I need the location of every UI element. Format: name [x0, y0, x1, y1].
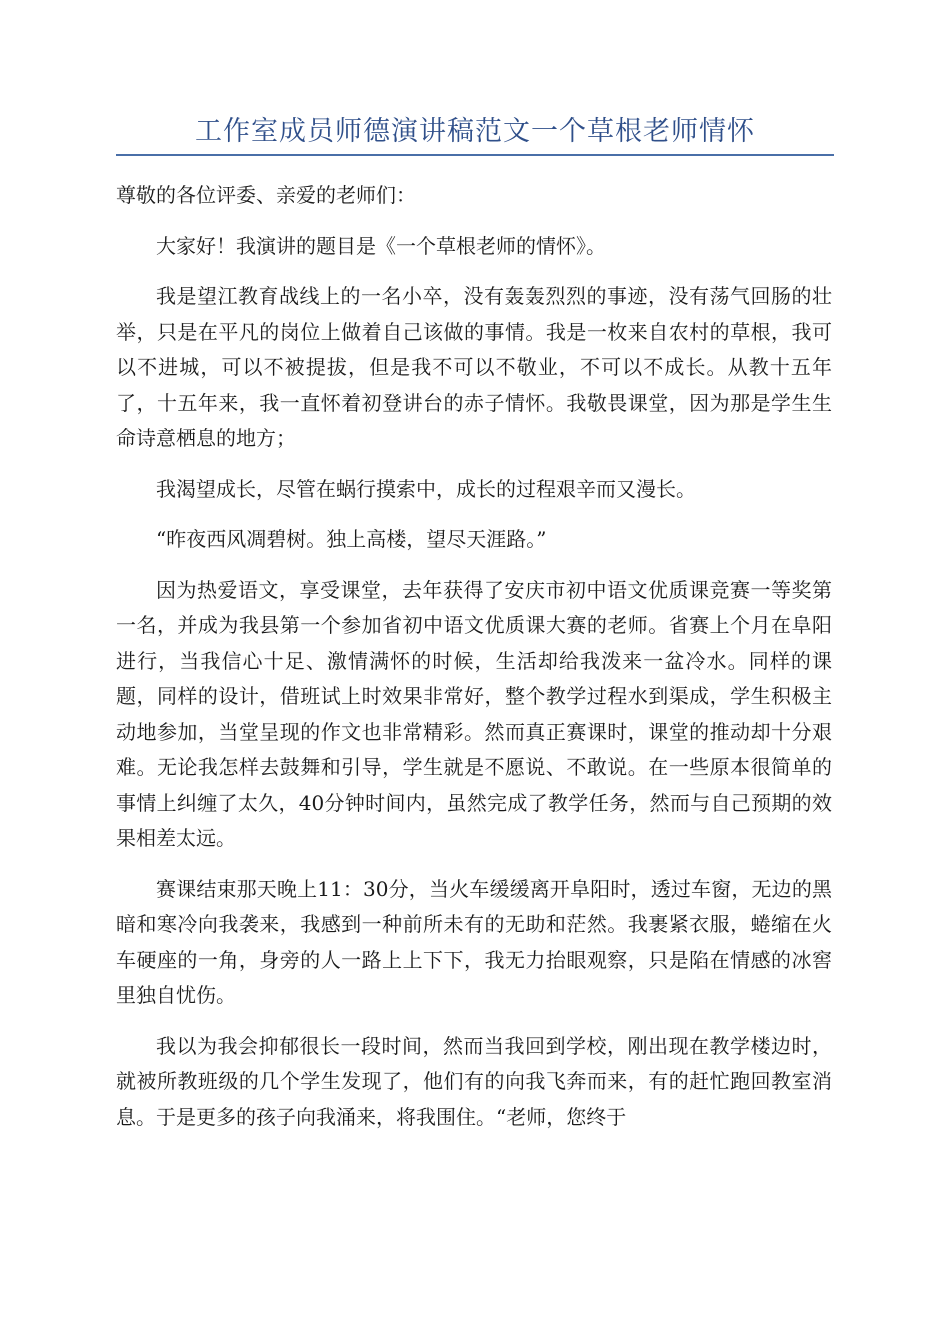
paragraph: 我渴望成长，尽管在蜗行摸索中，成长的过程艰辛而又漫长。 — [156, 476, 696, 501]
paragraph: “昨夜西风凋碧树。独上高楼，望尽天涯路。” — [156, 527, 547, 551]
title-underline — [116, 154, 834, 156]
document-title: 工作室成员师德演讲稿范文一个草根老师情怀 — [195, 116, 755, 147]
paragraph: 因为热爱语文，享受课堂，去年获得了安庆市初中语文优质课竞赛一等奖第一名，并成为我县第一个参加省初中语文优质课大赛的老师。省赛上个月在阜阳进行，当我信心十足、激情满怀的时候，生活却给我泼来一盆冷水。同样的课题，同样的设计，借班试上时效果非常好，整个教学过程水到渠成，学生积极主动地参加，当堂呈现的作文也非常精彩。然而真正赛课时，课堂的推动却十分艰难。无论我怎样去鼓舞和引导，学生就是不愿说、不敢说。在一些原本很简单的事情上纠缠了太久，40分钟时间内，虽然完成了教学任务，然而与自己预期的效果相差太远。 — [116, 577, 832, 850]
paragraph: 我以为我会抑郁很长一段时间，然而当我回到学校，刚出现在教学楼边时，就被所教班级的几个学生发现了，他们有的向我飞奔而来，有的赶忙跑回教室消息。于是更多的孩子向我涌来，将我围住。“老师，您终于 — [116, 1033, 832, 1129]
paragraph: 赛课结束那天晚上11：30分，当火车缓缓离开阜阳时，透过车窗，无边的黑暗和寒冷向我袭来，我感到一种前所未有的无助和茫然。我裹紧衣服，蜷缩在火车硬座的一角，身旁的人一路上上下下，我无力抬眼观察，只是陷在情感的冰窖里独自忧伤。 — [116, 876, 832, 1007]
document-body — [116, 178, 832, 1150]
salutation: 尊敬的各位评委、亲爱的老师们： — [116, 183, 416, 207]
paragraph: 大家好！我演讲的题目是《一个草根老师的情怀》。 — [156, 233, 606, 258]
paragraph: 我是望江教育战线上的一名小卒，没有轰轰烈烈的事迹，没有荡气回肠的壮举，只是在平凡的岗位上做着自己该做的事情。我是一枚来自农村的草根，我可以不进城，可以不被提拔，但是我不可以不敬业，不可以不成长。从教十五年了，十五年来，我一直怀着初登讲台的赤子情怀。我敬畏课堂，因为那是学生生命诗意栖息的地方； — [116, 284, 832, 450]
